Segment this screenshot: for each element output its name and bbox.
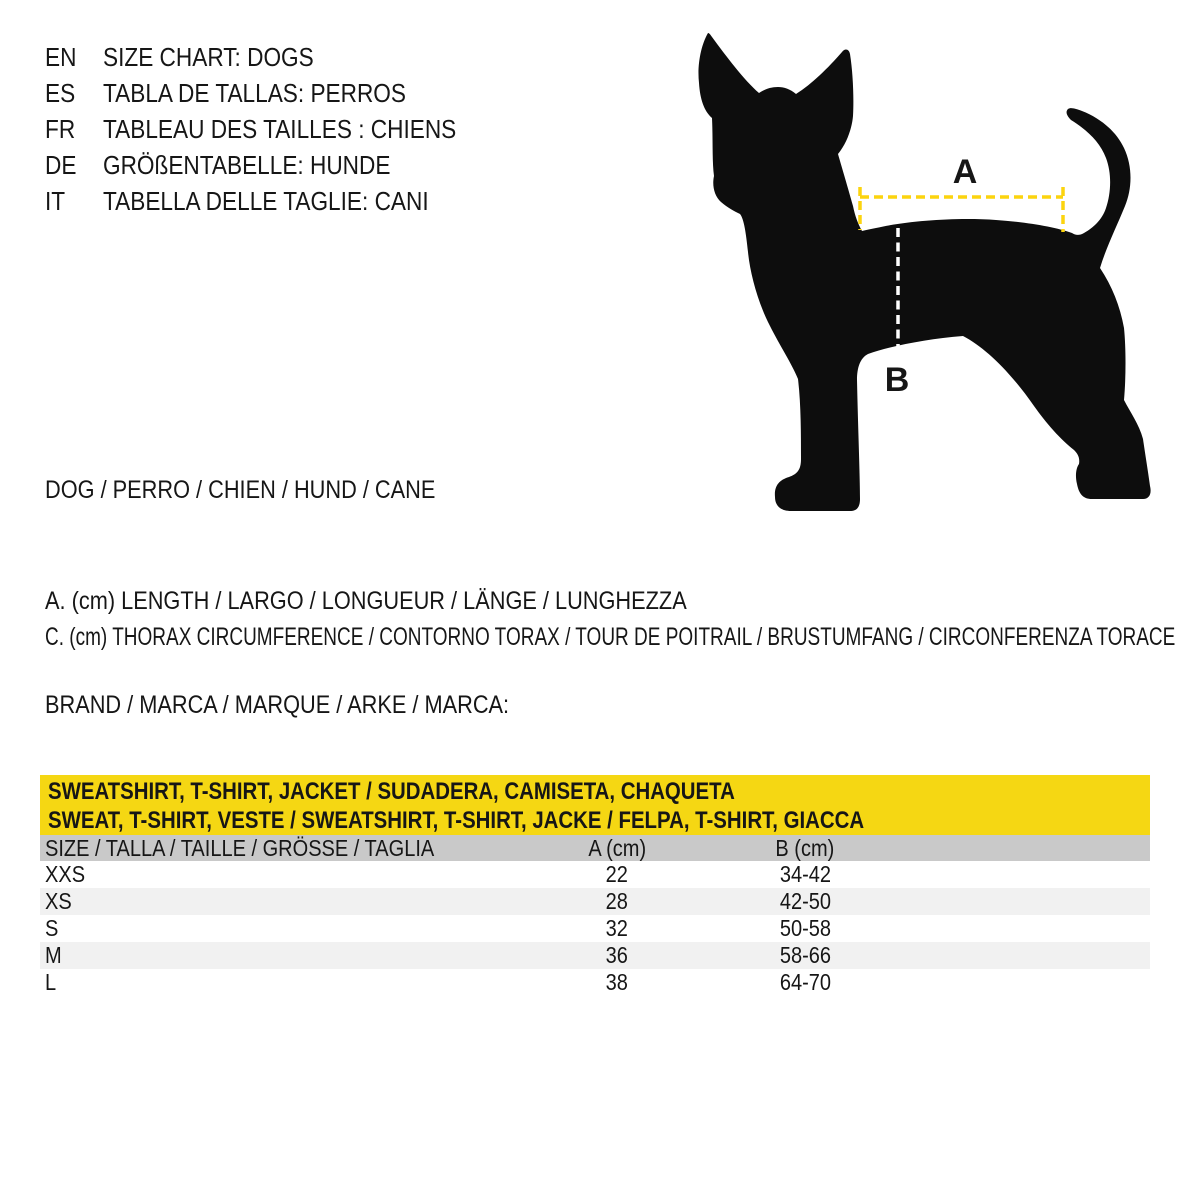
size-cell: M	[45, 942, 62, 968]
category-line-1: SWEATSHIRT, T-SHIRT, JACKET / SUDADERA, CAMISETA, CHAQUETA	[48, 778, 735, 805]
b-cell: 50-58	[779, 915, 831, 941]
garment-category-band	[40, 775, 1150, 835]
lang-code: EN	[45, 42, 77, 72]
a-cell: 32	[605, 915, 629, 941]
table-row-m	[40, 942, 1150, 969]
measurement-line-c: C. (cm) THORAX CIRCUMFERENCE / CONTORNO TORAX / TOUR DE POITRAIL / BRUSTUMFANG / CIRCONFERENZA TORACE	[45, 623, 1176, 651]
animal-label: DOG / PERRO / CHIEN / HUND / CANE	[45, 476, 436, 504]
a-cell: 22	[605, 861, 629, 887]
b-cell: 64-70	[779, 969, 831, 995]
title-row-es	[45, 75, 509, 111]
table-row-s	[40, 915, 1150, 942]
table-row-l	[40, 969, 1150, 996]
header-size: SIZE / TALLA / TAILLE / GRÖSSE / TAGLIA	[45, 835, 435, 861]
title-row-en	[45, 39, 509, 75]
size-cell: L	[45, 969, 57, 995]
a-cell: 36	[605, 942, 629, 968]
title-row-it	[45, 183, 509, 219]
header-b-cm: B (cm)	[775, 835, 835, 861]
b-cell: 58-66	[779, 942, 831, 968]
size-cell: XXS	[45, 861, 86, 887]
a-cell: 38	[605, 969, 629, 995]
marker-b-label: B	[884, 361, 910, 399]
lang-code: IT	[45, 186, 66, 216]
title-row-fr	[45, 111, 509, 147]
category-line-2: SWEAT, T-SHIRT, VESTE / SWEATSHIRT, T-SHIRT, JACKE / FELPA, T-SHIRT, GIACCA	[48, 807, 865, 834]
table-header-row	[40, 835, 1150, 861]
language-title-list	[45, 39, 509, 219]
table-row-xs	[40, 888, 1150, 915]
title-text: TABELLA DELLE TAGLIE: CANI	[103, 186, 429, 216]
title-row-de	[45, 147, 509, 183]
measurement-line-a: A. (cm) LENGTH / LARGO / LONGUEUR / LÄNGE / LUNGHEZZA	[45, 587, 687, 615]
size-cell: S	[45, 915, 59, 941]
title-text: SIZE CHART: DOGS	[103, 42, 314, 72]
lang-code: FR	[45, 114, 76, 144]
lang-code: ES	[45, 78, 76, 108]
lang-code: DE	[45, 150, 77, 180]
brand-line: BRAND / MARCA / MARQUE / ARKE / MARCA:	[45, 691, 510, 719]
b-cell: 34-42	[779, 861, 831, 887]
header-a-cm: A (cm)	[588, 835, 646, 861]
dog-silhouette	[698, 33, 1150, 511]
table-row-xxs	[40, 861, 1150, 888]
title-text: TABLA DE TALLAS: PERROS	[103, 78, 406, 108]
dog-measurement-diagram	[695, 27, 1160, 517]
size-cell: XS	[45, 888, 72, 914]
b-cell: 42-50	[779, 888, 831, 914]
title-text: TABLEAU DES TAILLES : CHIENS	[103, 114, 457, 144]
marker-a-label: A	[952, 153, 978, 191]
size-table	[40, 775, 1150, 996]
title-text: GRÖßENTABELLE: HUNDE	[103, 150, 391, 180]
a-cell: 28	[605, 888, 629, 914]
